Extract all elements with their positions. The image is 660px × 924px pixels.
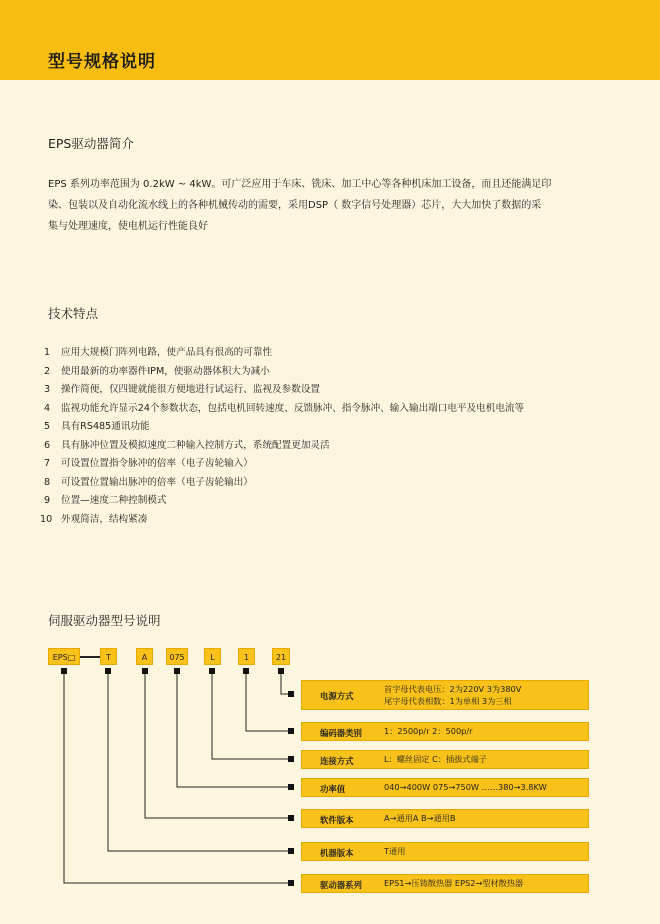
code-box-power-supply: 21 bbox=[272, 648, 290, 665]
row-label: 连接方式 bbox=[320, 756, 354, 766]
row-desc: EPS1→压铸散热器 EPS2→型材散热器 bbox=[384, 878, 524, 888]
row-power-supply bbox=[301, 680, 589, 710]
code-box-software: A bbox=[136, 648, 153, 665]
row-marker bbox=[288, 728, 294, 734]
row-marker bbox=[288, 815, 294, 821]
row-connection bbox=[301, 750, 589, 769]
row-label: 机器版本 bbox=[320, 848, 354, 858]
row-desc: 1：2500p/r 2：500p/r bbox=[384, 726, 473, 736]
code-marker bbox=[174, 668, 180, 674]
page-title: 型号规格说明 bbox=[48, 52, 156, 72]
code-marker bbox=[142, 668, 148, 674]
list-item: 1 应用大规模门阵列电路，使产品具有很高的可靠性 bbox=[44, 347, 273, 358]
code-box-series: EPS□ bbox=[48, 648, 80, 665]
code-box-machine: T bbox=[100, 648, 117, 665]
row-label: 编码器类别 bbox=[320, 728, 362, 738]
list-item: 2 使用最新的功率器件IPM，使驱动器体积大为减小 bbox=[44, 365, 270, 377]
row-encoder bbox=[301, 722, 589, 741]
intro-line: EPS 系列功率范围为 0.2kW ~ 4kW。可广泛应用于车床、铣床、加工中心等各种机床加工设备，而且还能满足印 bbox=[48, 179, 552, 190]
row-marker bbox=[288, 691, 294, 697]
code-box-power: 075 bbox=[166, 648, 188, 665]
row-marker bbox=[288, 756, 294, 762]
row-label: 电源方式 bbox=[320, 691, 354, 701]
row-machine bbox=[301, 842, 589, 861]
row-label: 功率值 bbox=[320, 784, 346, 794]
list-item: 3 操作简便，仅四键就能很方便地进行试运行、监视及参数设置 bbox=[44, 384, 321, 395]
code-marker bbox=[61, 668, 67, 674]
list-item: 5 具有RS485通讯功能 bbox=[44, 421, 150, 432]
list-item: 7 可设置位置指令脉冲的倍率（电子齿轮输入） bbox=[44, 458, 253, 469]
code-dash bbox=[80, 656, 100, 658]
list-item: 6 具有脉冲位置及模拟速度二种输入控制方式，系统配置更加灵活 bbox=[44, 439, 330, 451]
code-marker bbox=[278, 668, 284, 674]
row-power bbox=[301, 778, 589, 797]
row-desc: 尾字母代表相数：1为单相 3为三相 bbox=[384, 696, 512, 706]
row-desc: 040→400W 075→750W ……380→3.8KW bbox=[384, 782, 547, 792]
intro-title: EPS驱动器简介 bbox=[48, 136, 134, 151]
row-desc: 首字母代表电压：2为220V 3为380V bbox=[384, 684, 522, 694]
code-box-encoder: 1 bbox=[238, 648, 255, 665]
row-marker bbox=[288, 848, 294, 854]
row-series bbox=[301, 874, 589, 893]
code-marker bbox=[243, 668, 249, 674]
row-software bbox=[301, 809, 589, 828]
row-marker bbox=[288, 880, 294, 886]
list-item: 10 外观简洁，结构紧凑 bbox=[40, 513, 148, 525]
row-label: 软件版本 bbox=[320, 815, 354, 825]
row-label: 驱动器系列 bbox=[320, 880, 362, 890]
list-item: 4 监视功能允许显示24个参数状态，包括电机回转速度、反馈脉冲、指令脉冲、输入输出端口电平及电机电流等 bbox=[44, 402, 525, 414]
code-box-connection: L bbox=[204, 648, 221, 665]
list-item: 9 位置—速度二种控制模式 bbox=[44, 495, 167, 506]
list-item: 8 可设置位置输出脉冲的倍率（电子齿轮输出） bbox=[44, 476, 253, 488]
code-marker bbox=[209, 668, 215, 674]
row-desc: A→通用A B→通用B bbox=[384, 813, 456, 823]
intro-line: 染、包装以及自动化流水线上的各种机械传动的需要，采用DSP（ 数字信号处理器）芯片，大大加快了数据的采 bbox=[48, 200, 542, 211]
features-title: 技术特点 bbox=[48, 306, 99, 321]
row-desc: T通用 bbox=[384, 846, 406, 856]
code-marker bbox=[105, 668, 111, 674]
row-desc: L：螺丝固定 C：插拔式端子 bbox=[384, 754, 487, 764]
row-marker bbox=[288, 784, 294, 790]
model-title: 伺服驱动器型号说明 bbox=[48, 613, 161, 628]
intro-line: 集与处理速度，使电机运行性能良好 bbox=[48, 221, 208, 232]
